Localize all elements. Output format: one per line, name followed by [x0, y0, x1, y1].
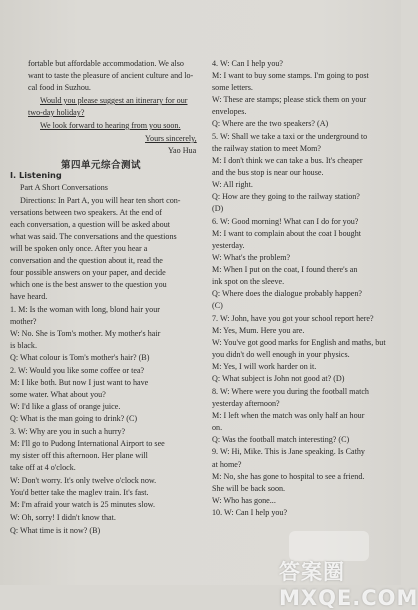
dialogue-line: M: I don't think we can take a bus. It's cheaper [212, 156, 363, 165]
directions-line: which one is the best answer to the question you [10, 280, 167, 289]
dialogue-line: 5. W: Shall we take a taxi or the underground to [212, 132, 368, 141]
dialogue-line: the railway station to meet Mom? [212, 144, 322, 153]
dialogue-line: Q: What is the man going to drink? (C) [10, 414, 138, 423]
dialogue-line: and the bus stop is near our house. [212, 168, 324, 177]
letter-line: cal food in Suzhou. [28, 83, 91, 92]
dialogue-line: take off at 4 o'clock. [10, 463, 76, 472]
dialogue-line: M: No, she has gone to hospital to see a friend. [212, 472, 365, 481]
directions-line: four possible answers on your paper, and decide [10, 268, 166, 277]
letter-closing: Yours sincerely, [145, 134, 197, 143]
section-heading: 第四单元综合测试 [60, 160, 141, 171]
letter-line: Would you please suggest an itinerary for our [40, 96, 188, 105]
dialogue-line: M: I like both. But now I just want to have [10, 378, 149, 387]
letter-line: fortable but affordable accommodation. We also [28, 59, 184, 68]
letter-line: We look forward to hearing from you soon. [40, 121, 181, 130]
dialogue-line: Q: Where are the two speakers? (A) [212, 119, 329, 128]
dialogue-line: Q: Was the football match interesting? (C) [212, 435, 350, 444]
dialogue-line: 6. W: Good morning! What can I do for you? [212, 217, 359, 226]
dialogue-line: on. [212, 423, 223, 432]
dialogue-line: 9. W: Hi, Mike. This is Jane speaking. Is Cathy [212, 447, 365, 456]
dialogue-line: M: I want to complain about the coat I bought [212, 229, 362, 238]
dialogue-line: W: You've got good marks for English and maths, but [212, 338, 386, 347]
dialogue-line: M: I left when the match was only half an hour [212, 411, 365, 420]
dialogue-line: W: What's the problem? [212, 253, 291, 262]
dialogue-line: 7. W: John, have you got your school report here? [212, 314, 374, 323]
letter-signature: Yao Hua [168, 146, 197, 155]
dialogue-line: W: I'd like a glass of orange juice. [10, 402, 121, 411]
dialogue-line: yesterday. [212, 241, 245, 250]
directions-line: versations between two speakers. At the end of [10, 208, 162, 217]
dialogue-line: W: Don't worry. It's only twelve o'clock now. [10, 476, 157, 485]
dialogue-line: you didn't do well enough in your physics. [212, 350, 350, 359]
dialogue-line: W: Who has gone... [212, 496, 276, 505]
dialogue-line: M: I want to buy some stamps. I'm going to post [212, 71, 369, 80]
directions-line: Directions: In Part A, you will hear ten short con- [20, 196, 181, 205]
dialogue-line: Q: What colour is Tom's mother's hair? (B) [10, 353, 150, 362]
dialogue-line: 1. M: Is the woman with long, blond hair your [10, 305, 160, 314]
letter-line: two-day holiday? [28, 108, 85, 117]
dialogue-line: some letters. [212, 83, 253, 92]
dialogue-line: M: I'm afraid your watch is 25 minutes slow. [10, 500, 156, 509]
dialogue-line: M: I'll go to Pudong International Airport to see [10, 439, 165, 448]
dialogue-line: She will be back soon. [212, 484, 286, 493]
dialogue-line: (D) [212, 204, 224, 213]
dialogue-line: Q: What time is it now? (B) [10, 526, 101, 535]
dialogue-line: is black. [10, 341, 37, 350]
dialogue-line: ink spot on the sleeve. [212, 277, 285, 286]
dialogue-line: some water. What about you? [10, 390, 106, 399]
letter-line: want to taste the pleasure of ancient culture and lo- [28, 71, 194, 80]
dialogue-line: W: Oh, sorry! I didn't know that. [10, 513, 116, 522]
dialogue-line: Q: Where does the dialogue probably happen? [212, 289, 362, 298]
dialogue-line: 10. W: Can I help you? [212, 508, 288, 517]
dialogue-line: W: No. She is Tom's mother. My mother's hair [10, 329, 161, 338]
part-title: Part A Short Conversations [20, 183, 108, 192]
dialogue-line: W: These are stamps; please stick them on your [212, 95, 367, 104]
dialogue-line: M: When I put on the coat, I found there's an [212, 265, 358, 274]
section-title: Ⅰ. Listening [10, 170, 62, 180]
watermark-logo: 答案圈 MXQE.COM [279, 560, 418, 610]
dialogue-line: M: Yes, I will work harder on it. [212, 362, 317, 371]
dialogue-line: 4. W: Can I help you? [212, 59, 284, 68]
dialogue-line: W: All right. [212, 180, 253, 189]
dialogue-line: Q: How are they going to the railway station? [212, 192, 360, 201]
directions-line: each conversation, a question will be asked about [10, 220, 171, 229]
dialogue-line: 2. W: Would you like some coffee or tea? [10, 366, 145, 375]
dialogue-line: (C) [212, 301, 223, 310]
dialogue-line: You'd better take the maglev train. It's fast. [10, 488, 149, 497]
directions-line: what was said. The conversations and the questions [10, 232, 177, 241]
directions-line: conversation and the question about it, read the [10, 256, 163, 265]
dialogue-line: at home? [212, 460, 242, 469]
dialogue-line: Q: What subject is John not good at? (D) [212, 374, 345, 383]
dialogue-line: 8. W: Where were you during the football match [212, 387, 369, 396]
dialogue-line: M: Yes, Mum. Here you are. [212, 326, 305, 335]
dialogue-line: yesterday afternoon? [212, 399, 280, 408]
directions-line: have heard. [10, 292, 48, 301]
dialogue-line: 3. W: Why are you in such a hurry? [10, 427, 126, 436]
dialogue-line: mother? [10, 317, 37, 326]
directions-line: will be spoken only once. After you hear a [10, 244, 148, 253]
dialogue-line: envelopes. [212, 107, 247, 116]
dialogue-line: my sister off this afternoon. Her plane will [10, 451, 148, 460]
